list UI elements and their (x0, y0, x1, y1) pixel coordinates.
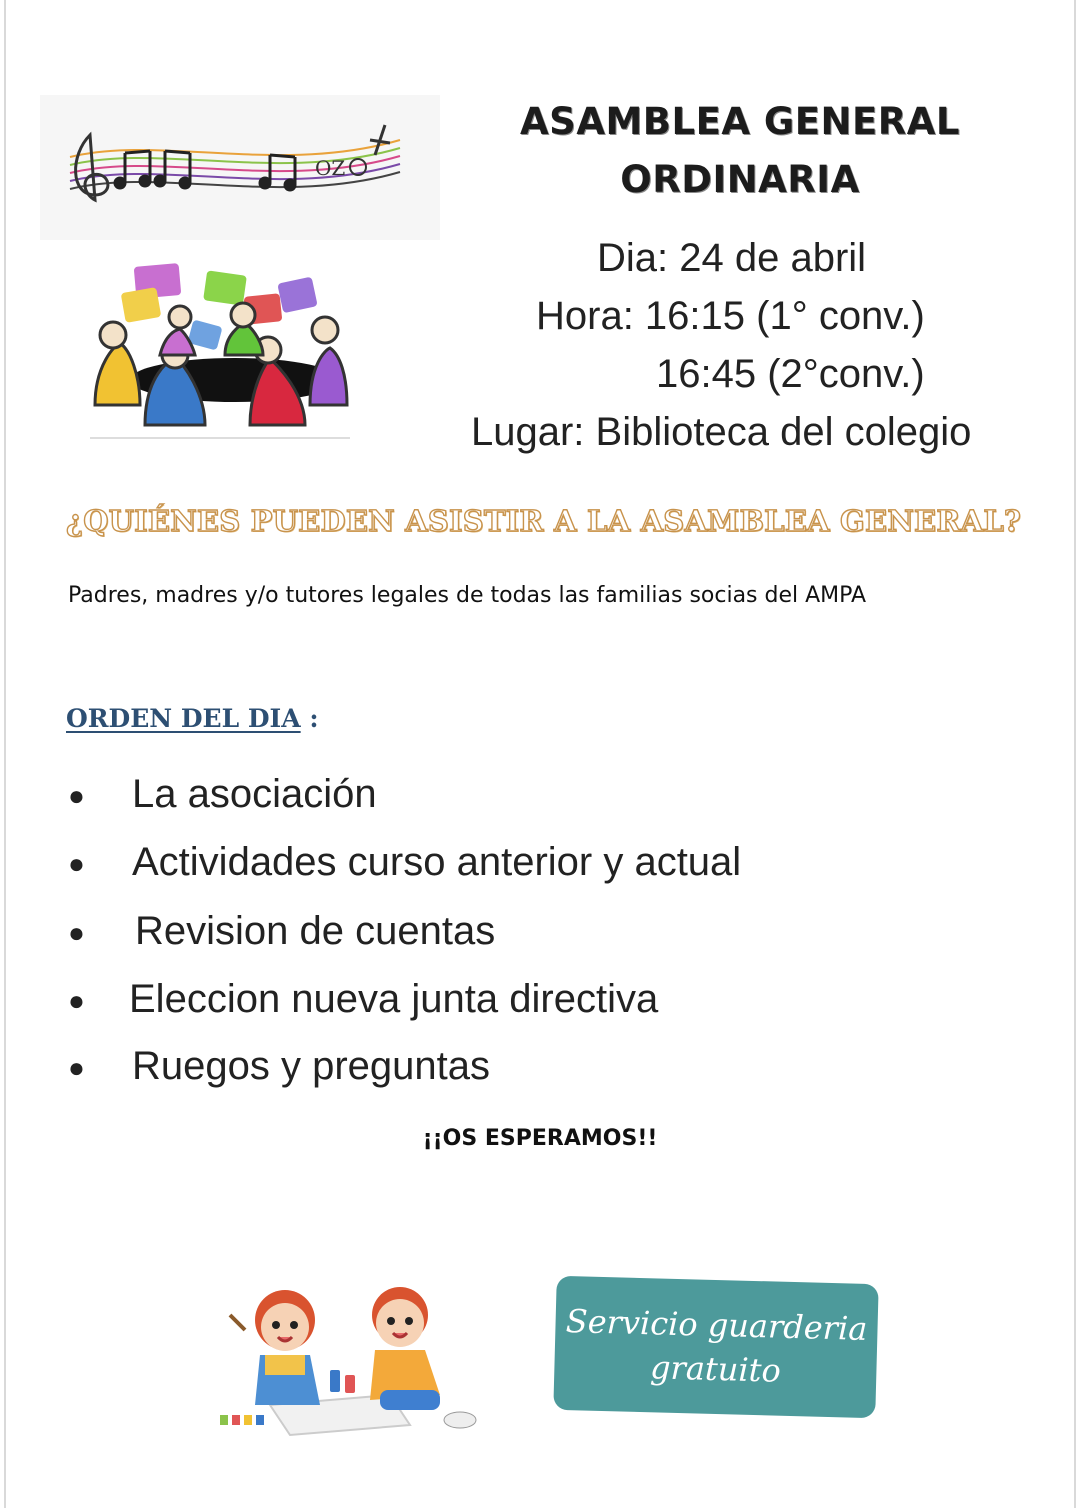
agenda-item-label: Revision de cuentas (135, 909, 496, 953)
music-staff-icon (40, 95, 440, 240)
agenda-item-label: Ruegos y preguntas (132, 1044, 491, 1088)
meeting-date: Dia: 24 de abril (597, 236, 867, 280)
attendance-question: ¿QUIÉNES PUEDEN ASISTIR A LA ASAMBLEA GENERAL? (66, 504, 1022, 538)
title-line-2: ORDINARIA (620, 158, 860, 201)
meeting-place: Lugar: Biblioteca del colegio (471, 410, 972, 454)
people-talking-icon (85, 255, 355, 440)
bullet-icon: ● (68, 917, 85, 949)
svg-text:OZ: OZ (315, 156, 346, 180)
agenda-item-label: La asociación (132, 772, 377, 816)
childcare-line-2: gratuito (649, 1348, 782, 1390)
agenda-item (68, 1044, 490, 1089)
agenda-item (68, 977, 658, 1022)
agenda-item-label: Eleccion nueva junta directiva (129, 977, 659, 1021)
closing-message: ¡¡OS ESPERAMOS!! (422, 1126, 658, 1151)
childcare-badge (553, 1276, 878, 1418)
meeting-illustration (85, 255, 355, 440)
bullet-icon: ● (68, 780, 85, 812)
meeting-time-second: 16:45 (2°conv.) (656, 352, 925, 396)
agenda-title (66, 704, 319, 733)
ampa-mozart-logo (40, 95, 440, 240)
bullet-icon: ● (68, 985, 85, 1017)
agenda-item (68, 772, 377, 817)
agenda-item (68, 840, 741, 885)
childcare-line-1: Servicio guarderia (565, 1302, 868, 1348)
page-edge-left (4, 0, 6, 1508)
title-line-1: ASAMBLEA GENERAL (520, 100, 960, 143)
agenda-title-colon: : (300, 704, 319, 733)
page-edge-right (1074, 0, 1076, 1508)
agenda-item (68, 909, 495, 954)
kids-painting-illustration (210, 1275, 490, 1445)
attendance-answer: Padres, madres y/o tutores legales de todas las familias socias del AMPA (68, 583, 867, 608)
agenda-item-label: Actividades curso anterior y actual (132, 840, 742, 884)
bullet-icon: ● (68, 848, 85, 880)
children-icon (210, 1275, 490, 1445)
bullet-icon: ● (68, 1052, 85, 1084)
meeting-time-first: Hora: 16:15 (1° conv.) (536, 294, 925, 338)
agenda-title-text: ORDEN DEL DIA (66, 704, 301, 733)
